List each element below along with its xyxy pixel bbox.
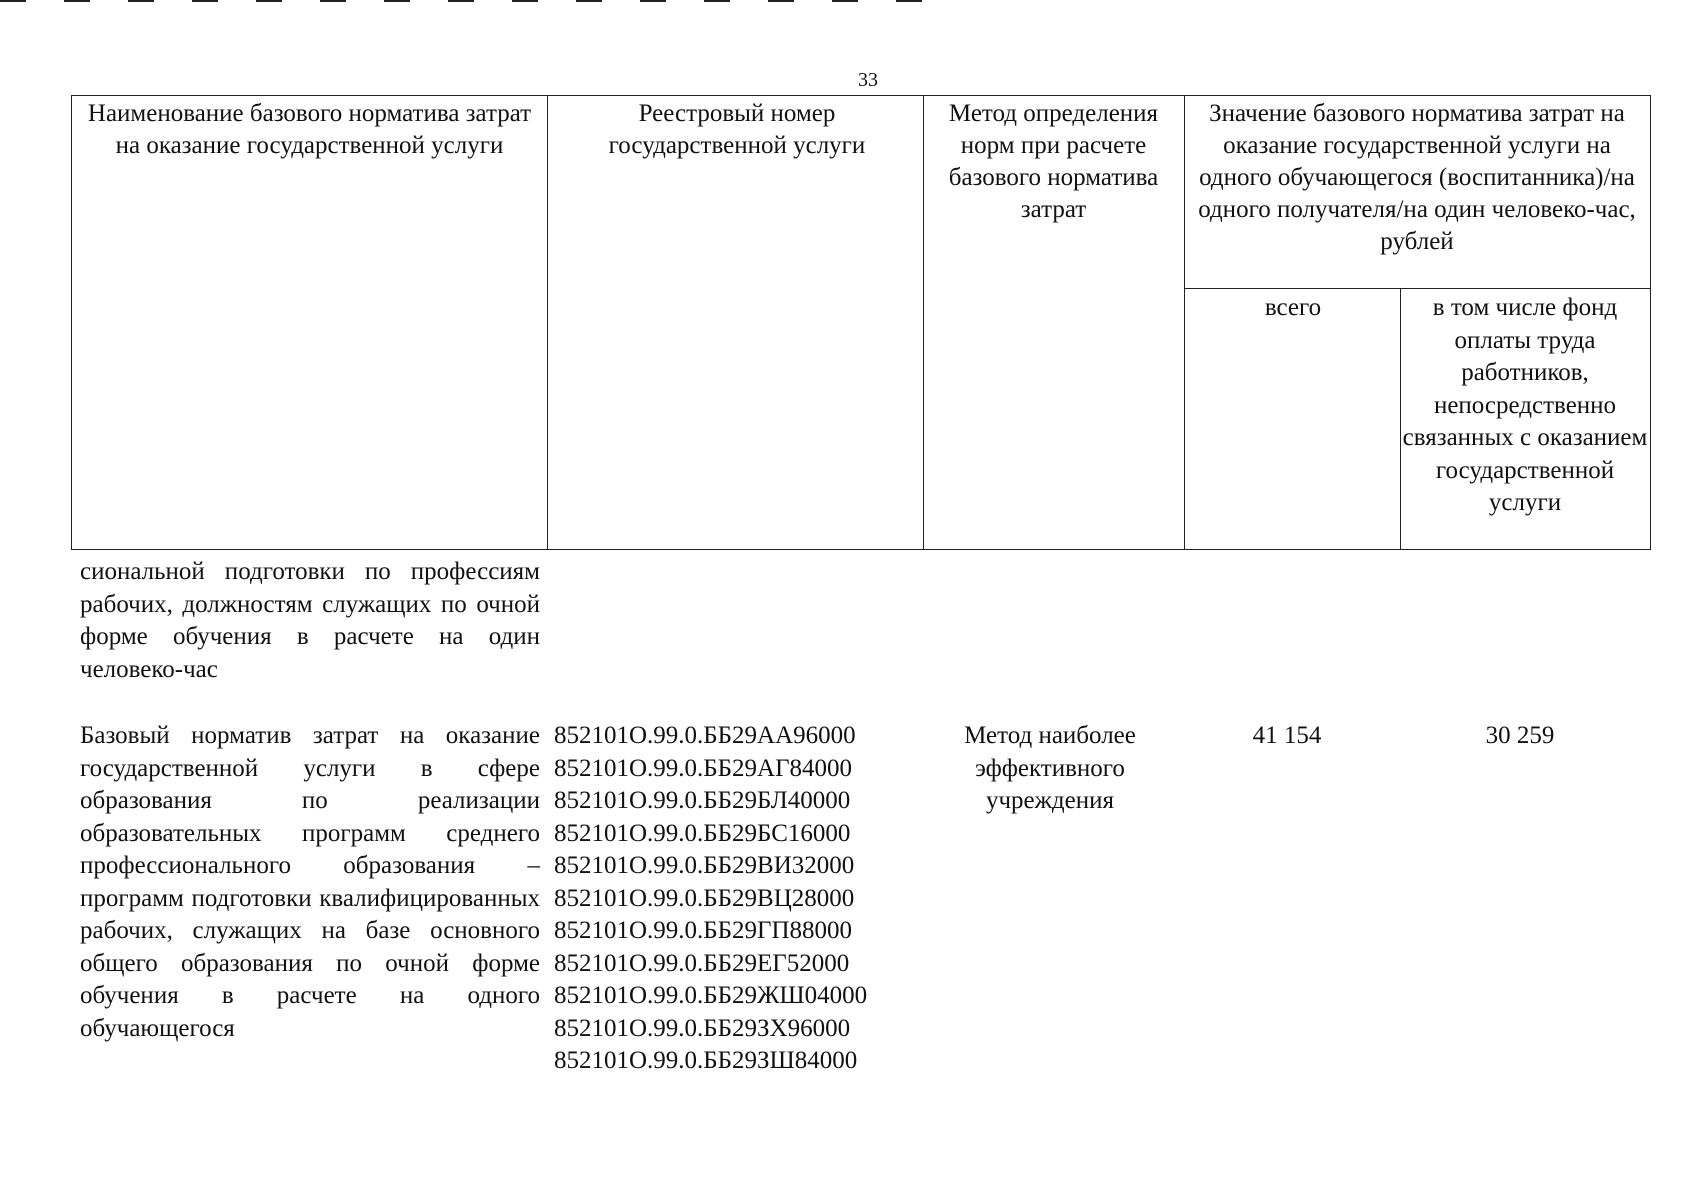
registry-number: 852101О.99.0.ББ29АА96000: [554, 722, 856, 749]
header-value-column: Значение базового норматива затрат на оказание государственной услуги на одного обучающегося (воспитанника)/на одного получателя/на один человеко-час, рублей: [1198, 100, 1636, 255]
row-name-cell: Базовый норматив затрат на оказание государственной услуги в сфере образования по реализации образовательных программ среднего профессионального образования – программ подготовки квалифицированных рабочих, служащих на базе основного общего образования по очной форме обучения в расчете на одного обучающегося: [80, 722, 540, 1042]
page-number: 33: [858, 69, 878, 91]
registry-number: 852101О.99.0.ББ29ЖШ04000: [554, 982, 868, 1009]
column-divider: [547, 96, 548, 549]
method-cell: Метод наиболее эффективного учреждения: [964, 722, 1136, 814]
registry-number: 852101О.99.0.ББ29АГ84000: [554, 754, 853, 782]
wage-fund-value-cell: 30 259: [1485, 722, 1555, 749]
registry-number: 852101О.99.0.ББ29ГП88000: [554, 917, 853, 944]
header-method-column: Метод определения норм при расчете базового норматива затрат: [948, 100, 1159, 223]
registry-number: 852101О.99.0.ББ29БЛ40000: [554, 787, 851, 814]
registry-number: 852101О.99.0.ББ29ЗХ96000: [554, 1014, 851, 1042]
top-dashed-rule: [0, 0, 940, 4]
column-divider: [1400, 288, 1401, 549]
registry-numbers-cell: [554, 720, 914, 1078]
registry-number: 852101О.99.0.ББ29ВЦ28000: [554, 884, 855, 912]
continuation-text: сиональной подготовки по профессиям рабочих, должностям служащих по очной форме обучения в расчете на один человеко-час: [80, 558, 540, 683]
registry-number: 852101О.99.0.ББ29ЗШ84000: [554, 1047, 858, 1074]
header-name-column: Наименование базового норматива затрат на оказание государственной услуги: [87, 100, 532, 159]
header-total-column: всего: [1264, 294, 1322, 321]
row-divider: [1184, 288, 1650, 289]
registry-number: 852101О.99.0.ББ29ВИ32000: [554, 852, 855, 879]
total-value-cell: 41 154: [1252, 722, 1322, 749]
registry-number: 852101О.99.0.ББ29ЕГ52000: [554, 949, 850, 977]
column-divider: [923, 96, 924, 549]
column-divider: [1184, 96, 1185, 549]
registry-number: 852101О.99.0.ББ29БС16000: [554, 819, 851, 847]
table-header: [71, 95, 1651, 550]
header-registry-column: Реестровый номер государственной услуги: [608, 100, 866, 159]
header-wage-fund-column: в том числе фонд оплаты труда работников, непосредственно связанных с оказанием государственной услуги: [1402, 294, 1648, 516]
